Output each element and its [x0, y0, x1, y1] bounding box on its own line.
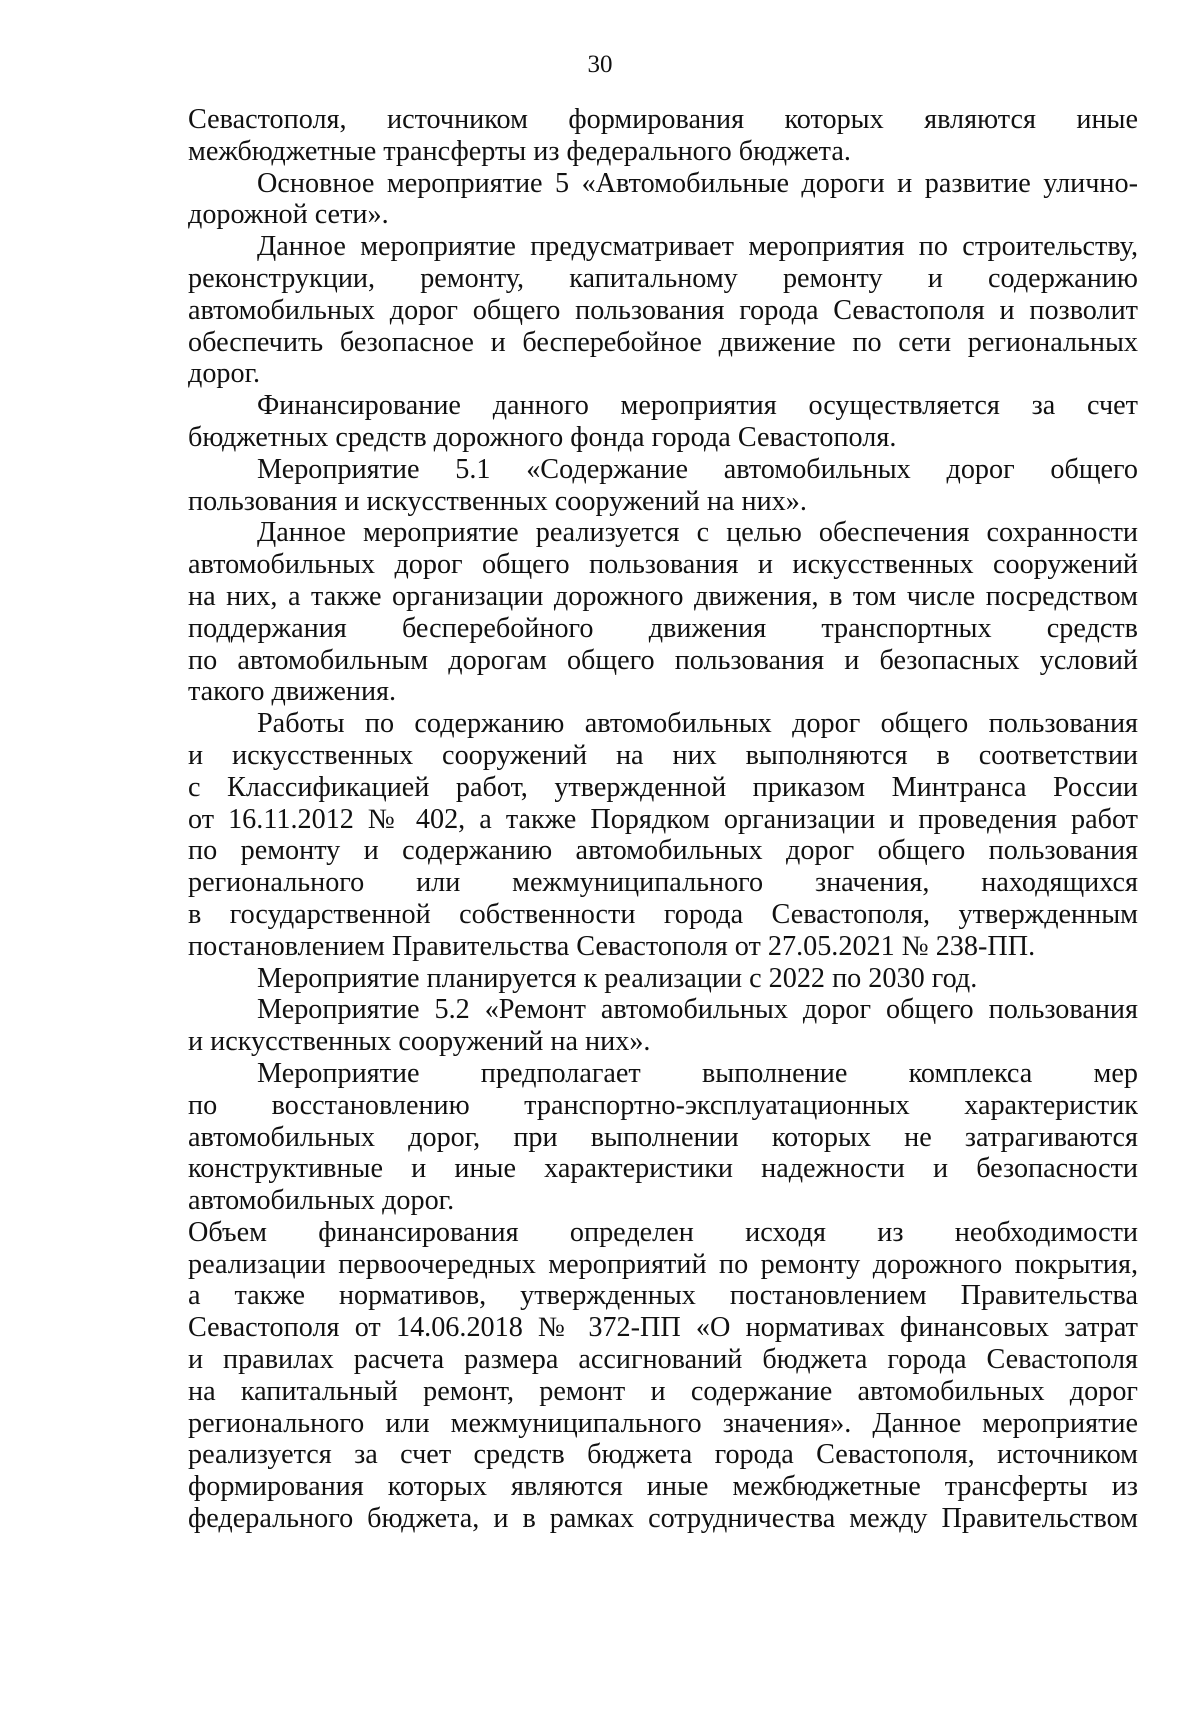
text-line: Мероприятие планируется к реализации с 2022 по 2030 год. [257, 962, 978, 994]
text-line: реализуется за счет средств бюджета города Севастополя, источником [188, 1439, 1138, 1471]
text-line: Данное мероприятие предусматривает мероприятия по строительству, [257, 231, 1138, 263]
paragraph [188, 231, 1138, 390]
text-line: Работы по содержанию автомобильных дорог общего пользования [257, 708, 1138, 740]
text-line: Мероприятие предполагает выполнение комплекса мер [257, 1057, 1138, 1089]
text-line: регионального или межмуниципального значения, находящихся [188, 867, 1138, 899]
text-line: на них, а также организации дорожного движения, в том числе посредством [188, 580, 1138, 612]
paragraph [188, 454, 1138, 518]
text-line: Мероприятие 5.1 «Содержание автомобильных дорог общего [257, 453, 1138, 485]
text-line: автомобильных дорог. [188, 1185, 455, 1217]
paragraph [188, 994, 1138, 1058]
paragraph [188, 517, 1138, 708]
text-line: поддержания бесперебойного движения транспортных средств [188, 612, 1138, 644]
text-line: на капитальный ремонт, ремонт и содержание автомобильных дорог [188, 1375, 1138, 1407]
text-line: пользования и искусственных сооружений на них». [188, 485, 807, 517]
text-line: дорожной сети». [188, 199, 389, 231]
text-line: обеспечить безопасное и бесперебойное движение по сети региональных [188, 326, 1138, 358]
paragraph [188, 963, 1138, 995]
text-line: Севастополя, источником формирования которых являются иные [188, 104, 1138, 135]
paragraph [188, 1217, 1138, 1535]
text-line: федерального бюджета, и в рамках сотрудничества между Правительством [188, 1503, 1138, 1535]
document-body [188, 104, 1138, 1535]
text-line: бюджетных средств дорожного фонда города Севастополя. [188, 421, 897, 453]
text-line: Севастополя от 14.06.2018 № 372-ПП «О нормативах финансовых затрат [188, 1312, 1138, 1344]
text-line: Данное мероприятие реализуется с целью обеспечения сохранности [257, 517, 1138, 549]
paragraph [188, 1058, 1138, 1217]
text-line: автомобильных дорог общего пользования и искусственных сооружений [188, 549, 1138, 581]
text-line: и искусственных сооружений на них выполняются в соответствии [188, 739, 1138, 771]
text-line: от 16.11.2012 № 402, а также Порядком организации и проведения работ [188, 803, 1138, 835]
text-line: Мероприятие 5.2 «Ремонт автомобильных дорог общего пользования [257, 994, 1138, 1026]
text-line: конструктивные и иные характеристики надежности и безопасности [188, 1153, 1138, 1185]
text-line: такого движения. [188, 676, 397, 708]
text-line: а также нормативов, утвержденных постановлением Правительства [188, 1280, 1138, 1312]
text-line: в государственной собственности города Севастополя, утвержденным [188, 898, 1138, 930]
text-line: Объем финансирования определен исходя из необходимости [188, 1216, 1138, 1248]
text-line: с Классификацией работ, утвержденной приказом Минтранса России [188, 771, 1138, 803]
paragraph [188, 708, 1138, 962]
text-line: Основное мероприятие 5 «Автомобильные дороги и развитие улично- [257, 167, 1138, 199]
paragraph [188, 390, 1138, 454]
text-line: автомобильных дорог, при выполнении которых не затрагиваются [188, 1121, 1138, 1153]
text-line: Финансирование данного мероприятия осуществляется за счет [257, 390, 1138, 422]
text-line: постановлением Правительства Севастополя от 27.05.2021 № 238-ПП. [188, 930, 1036, 962]
text-line: реализации первоочередных мероприятий по ремонту дорожного покрытия, [188, 1248, 1138, 1280]
text-line: формирования которых являются иные межбюджетные трансферты из [188, 1471, 1138, 1503]
text-line: и искусственных сооружений на них». [188, 1026, 651, 1058]
text-line: дорог. [188, 358, 261, 390]
text-line: регионального или межмуниципального значения». Данное мероприятие [188, 1407, 1138, 1439]
paragraph [188, 168, 1138, 232]
text-line: и правилах расчета размера ассигнований бюджета города Севастополя [188, 1344, 1138, 1376]
text-line: по автомобильным дорогам общего пользования и безопасных условий [188, 644, 1138, 676]
text-line: реконструкции, ремонту, капитальному ремонту и содержанию [188, 262, 1138, 294]
text-line: межбюджетные трансферты из федерального бюджета. [188, 135, 851, 167]
text-line: по восстановлению транспортно-эксплуатационных характеристик [188, 1089, 1138, 1121]
page-number: 30 [587, 51, 613, 78]
text-line: по ремонту и содержанию автомобильных дорог общего пользования [188, 835, 1138, 867]
text-line: автомобильных дорог общего пользования города Севастополя и позволит [188, 294, 1138, 326]
paragraph [188, 104, 1138, 168]
